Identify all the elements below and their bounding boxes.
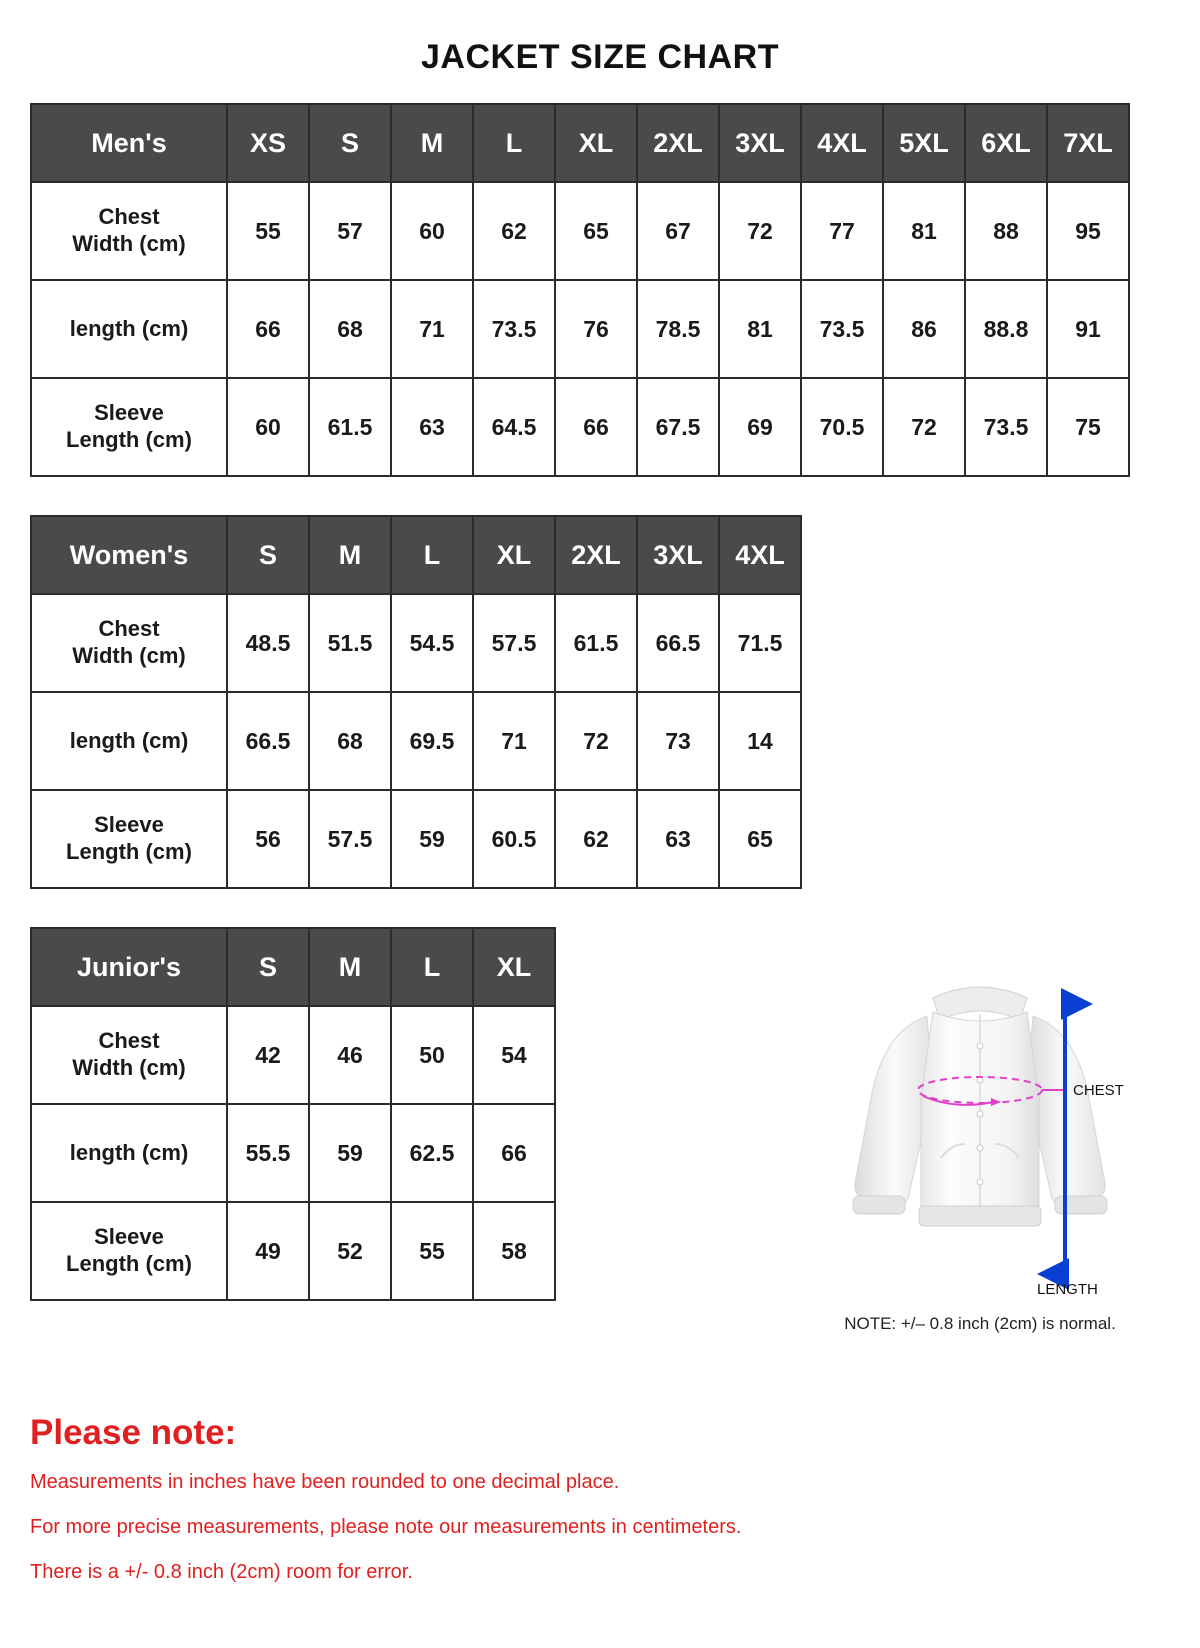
womens-header-label: Women's [31, 516, 227, 594]
please-note-section [30, 1413, 1030, 1606]
cell: 66.5 [637, 594, 719, 692]
table-header-row [31, 516, 801, 594]
cell: 88.8 [965, 280, 1047, 378]
row-label-line1: Chest [98, 616, 160, 642]
cell: 50 [391, 1006, 473, 1104]
size-header-7xl: 7XL [1047, 104, 1129, 182]
cell: 81 [719, 280, 801, 378]
cell: 56 [227, 790, 309, 888]
cell: 73.5 [801, 280, 883, 378]
please-note-line-1: Measurements in inches have been rounded to one decimal place. [30, 1471, 620, 1493]
length-label-text: LENGTH [1037, 1281, 1098, 1298]
womens-size-table [30, 515, 802, 889]
row-label-chest-width [31, 1006, 227, 1104]
row-label-chest-width [31, 182, 227, 280]
cell: 64.5 [473, 378, 555, 476]
cell: 73 [637, 692, 719, 790]
cell: 65 [719, 790, 801, 888]
size-header-xl: XL [473, 928, 555, 1006]
cell: 57.5 [309, 790, 391, 888]
table-row [31, 1006, 555, 1104]
row-label-line1: Sleeve [94, 400, 164, 426]
row-label-length [31, 1104, 227, 1202]
cell: 57 [309, 182, 391, 280]
table-row [31, 280, 1129, 378]
mens-size-table [30, 103, 1130, 477]
cell: 48.5 [227, 594, 309, 692]
size-header-4xl: 4XL [719, 516, 801, 594]
cell: 71.5 [719, 594, 801, 692]
row-label-chest-width [31, 594, 227, 692]
jacket-diagram-svg [815, 968, 1145, 1298]
cell: 67 [637, 182, 719, 280]
cell: 61.5 [309, 378, 391, 476]
cell: 72 [883, 378, 965, 476]
cell: 77 [801, 182, 883, 280]
cell: 71 [391, 280, 473, 378]
mens-header-label: Men's [31, 104, 227, 182]
size-header-3xl: 3XL [637, 516, 719, 594]
size-header-2xl: 2XL [555, 516, 637, 594]
row-label-line2: Length (cm) [66, 1251, 192, 1276]
size-header-xl: XL [473, 516, 555, 594]
cell: 65 [555, 182, 637, 280]
cell: 75 [1047, 378, 1129, 476]
cell: 72 [555, 692, 637, 790]
cell: 51.5 [309, 594, 391, 692]
cell: 61.5 [555, 594, 637, 692]
cell: 68 [309, 280, 391, 378]
jacket-image [815, 968, 1145, 1298]
cell: 54 [473, 1006, 555, 1104]
cell: 76 [555, 280, 637, 378]
row-label-line2: Width (cm) [72, 1055, 186, 1080]
cell: 54.5 [391, 594, 473, 692]
cell: 58 [473, 1202, 555, 1300]
cell: 95 [1047, 182, 1129, 280]
cell: 42 [227, 1006, 309, 1104]
cell: 66.5 [227, 692, 309, 790]
size-chart-page [0, 38, 1200, 1648]
cell: 66 [555, 378, 637, 476]
row-label-sleeve-length [31, 378, 227, 476]
please-note-line-2: For more precise measurements, please note our measurements in centimeters. [30, 1516, 742, 1538]
cell: 73.5 [473, 280, 555, 378]
cell: 63 [391, 378, 473, 476]
row-label-line2: Width (cm) [72, 643, 186, 668]
row-label-line1: Chest [98, 1028, 160, 1054]
table-row [31, 378, 1129, 476]
cell: 63 [637, 790, 719, 888]
row-label-line1: length (cm) [69, 1139, 189, 1165]
row-label-line2: Width (cm) [72, 231, 186, 256]
cell: 78.5 [637, 280, 719, 378]
cell: 72 [719, 182, 801, 280]
size-header-l: L [391, 516, 473, 594]
cell: 86 [883, 280, 965, 378]
row-label-line2: Length (cm) [66, 427, 192, 452]
table-row [31, 692, 801, 790]
size-header-s: S [227, 928, 309, 1006]
row-label-line2: Length (cm) [66, 839, 192, 864]
juniors-size-table [30, 927, 556, 1301]
size-header-s: S [227, 516, 309, 594]
cell: 55.5 [227, 1104, 309, 1202]
size-header-5xl: 5XL [883, 104, 965, 182]
cell: 68 [309, 692, 391, 790]
juniors-header-label: Junior's [31, 928, 227, 1006]
cell: 91 [1047, 280, 1129, 378]
cell: 73.5 [965, 378, 1047, 476]
row-label-length [31, 280, 227, 378]
cell: 55 [391, 1202, 473, 1300]
please-note-line-3: There is a +/- 0.8 inch (2cm) room for error. [30, 1561, 413, 1583]
cell: 52 [309, 1202, 391, 1300]
size-header-2xl: 2XL [637, 104, 719, 182]
table-row [31, 1104, 555, 1202]
size-header-l: L [391, 928, 473, 1006]
cell: 46 [309, 1006, 391, 1104]
cell: 62.5 [391, 1104, 473, 1202]
table-row [31, 1202, 555, 1300]
cell: 49 [227, 1202, 309, 1300]
cell: 62 [473, 182, 555, 280]
size-header-6xl: 6XL [965, 104, 1047, 182]
size-header-m: M [309, 928, 391, 1006]
row-label-line1: Chest [98, 204, 160, 230]
cell: 69.5 [391, 692, 473, 790]
cell: 59 [391, 790, 473, 888]
size-header-s: S [309, 104, 391, 182]
row-label-line1: Sleeve [94, 812, 164, 838]
cell: 60.5 [473, 790, 555, 888]
size-header-xs: XS [227, 104, 309, 182]
cell: 66 [473, 1104, 555, 1202]
please-note-heading: Please note: [30, 1413, 237, 1452]
cell: 88 [965, 182, 1047, 280]
size-header-m: M [309, 516, 391, 594]
table-header-row [31, 104, 1129, 182]
size-header-m: M [391, 104, 473, 182]
cell: 60 [391, 182, 473, 280]
cell: 55 [227, 182, 309, 280]
row-label-sleeve-length [31, 1202, 227, 1300]
table-header-row [31, 928, 555, 1006]
cell: 14 [719, 692, 801, 790]
table-row [31, 182, 1129, 280]
chest-label-text: CHEST [1073, 1082, 1124, 1099]
row-label-line1: length (cm) [69, 315, 189, 341]
cell: 59 [309, 1104, 391, 1202]
jacket-measurement-illustration [800, 968, 1160, 1334]
cell: 81 [883, 182, 965, 280]
page-title: JACKET SIZE CHART [421, 38, 779, 76]
row-label-length [31, 692, 227, 790]
row-label-sleeve-length [31, 790, 227, 888]
cell: 70.5 [801, 378, 883, 476]
size-header-l: L [473, 104, 555, 182]
cell: 60 [227, 378, 309, 476]
size-header-4xl: 4XL [801, 104, 883, 182]
row-label-line1: length (cm) [69, 727, 189, 753]
cell: 57.5 [473, 594, 555, 692]
size-header-3xl: 3XL [719, 104, 801, 182]
cell: 66 [227, 280, 309, 378]
table-row [31, 594, 801, 692]
cell: 62 [555, 790, 637, 888]
cell: 71 [473, 692, 555, 790]
cell: 69 [719, 378, 801, 476]
cell: 67.5 [637, 378, 719, 476]
table-row [31, 790, 801, 888]
row-label-line1: Sleeve [94, 1224, 164, 1250]
tolerance-note: NOTE: +/– 0.8 inch (2cm) is normal. [844, 1314, 1116, 1333]
size-header-xl: XL [555, 104, 637, 182]
